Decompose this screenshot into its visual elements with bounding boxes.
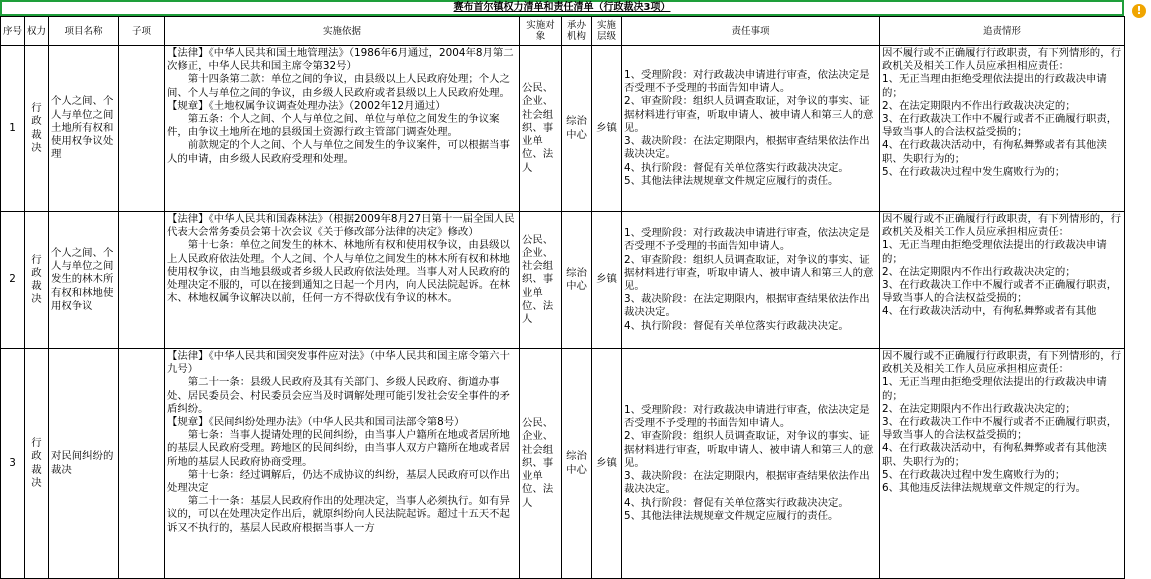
duty-item: 3、裁决阶段：在法定期限内，根据审查结果依法作出裁决决定。: [624, 293, 870, 319]
blame-item: 5、在行政裁决过程中发生腐败行为的；: [882, 468, 1066, 481]
duty-item: 5、其他法律法规规章文件规定应履行的责任。: [624, 509, 839, 522]
duty-item: 4、执行阶段：督促有关单位落实行政裁决决定。: [624, 496, 849, 509]
basis-paragraph: 第七条：当事人提请处理的民间纠纷，由当事人户籍所在地或者居所地的基层人民政府受理。跨地区的民间纠纷，由当事人双方户籍所在地或者居所地的基层人民政府协商受理。: [167, 429, 510, 468]
basis-paragraph: 第十四条第二款：单位之间的争议，由县级以上人民政府处理；个人之间、个人与单位之间的争议，由乡级人民政府或者县级以上人民政府处理。: [167, 73, 510, 99]
table-row: [1, 349, 1125, 579]
header-blame[interactable]: 追责情形: [880, 17, 1125, 46]
responsibility-table: [0, 16, 1125, 579]
cell-sub[interactable]: [119, 212, 165, 349]
cell-object[interactable]: 公民、企业、社会组织、事业单位、法人: [520, 349, 562, 579]
basis-paragraph: 【法律】《中华人民共和国森林法》（根据2009年8月27日第十一届全国人民代表大会常务委员会第十次会议《关于修改部分法律的决定》修改）: [167, 213, 515, 239]
blame-item: 5、在行政裁决过程中发生腐败行为的；: [882, 165, 1066, 178]
cell-power[interactable]: 行政裁决: [25, 212, 49, 349]
cell-power[interactable]: 行政裁决: [25, 46, 49, 212]
basis-paragraph: 第五条：个人之间、个人与单位之间、单位与单位之间发生的争议案件，由争议土地所在地的县级国土资源行政主管部门调查处理。: [167, 113, 500, 139]
header-seq[interactable]: 序号: [1, 17, 25, 46]
cell-blame[interactable]: [880, 46, 1125, 212]
basis-paragraph: 【法律】《中华人民共和国突发事件应对法》（中华人民共和国主席令第六十九号）: [167, 350, 510, 376]
header-org[interactable]: 承办机构: [562, 17, 592, 46]
duty-item: 1、受理阶段：对行政裁决申请进行审查，依法决定是否受理不予受理的书面告知申请人。: [624, 227, 870, 253]
cell-blame[interactable]: [880, 349, 1125, 579]
blame-item: 4、在行政裁决活动中，有徇私舞弊或者有其他渎职、失职行为的；: [882, 139, 1107, 165]
sheet-title: 赛布首尔镇权力清单和责任清单（行政裁决3项）: [0, 0, 1124, 16]
blame-item: 3、在行政裁决工作中不履行或者不正确履行职责，导致当事人的合法权益受损的；: [882, 416, 1118, 442]
header-level[interactable]: 实施层级: [592, 17, 622, 46]
blame-item: 2、在法定期限内不作出行政裁决决定的；: [882, 99, 1076, 112]
blame-item: 因不履行或不正确履行行政职责，有下列情形的，行政机关及相关工作人员应承担相应责任：: [882, 350, 1121, 376]
cell-level[interactable]: 乡镇: [592, 349, 622, 579]
cell-org[interactable]: 综治中心: [562, 46, 592, 212]
cell-seq[interactable]: 1: [1, 46, 25, 212]
duty-item: 4、执行阶段：督促有关单位落实行政裁决决定。: [624, 161, 849, 174]
cell-power[interactable]: 行政裁决: [25, 349, 49, 579]
basis-paragraph: 【规章】《民间纠纷处理办法》（中华人民共和国司法部令第8号）: [167, 416, 465, 429]
duty-item: 2、审查阶段：组织人员调查取证，对争议的事实、证据材料进行审查，听取申请人、被申请人和第三人的意见。: [624, 430, 874, 469]
cell-org[interactable]: 综治中心: [562, 212, 592, 349]
blame-item: 3、在行政裁决工作中不履行或者不正确履行职责，导致当事人的合法权益受损的；: [882, 113, 1118, 139]
blame-item: 2、在法定期限内不作出行政裁决决定的；: [882, 265, 1076, 278]
table-row: [1, 46, 1125, 212]
header-name[interactable]: 项目名称: [49, 17, 119, 46]
duty-item: 4、执行阶段：督促有关单位落实行政裁决决定。: [624, 319, 849, 332]
header-object[interactable]: 实施对象: [520, 17, 562, 46]
basis-paragraph: 第十七条：经过调解后，仍达不成协议的纠纷，基层人民政府可以作出处理决定: [167, 468, 510, 495]
duty-item: 5、其他法律法规规章文件规定应履行的责任。: [624, 174, 839, 187]
blame-item: 2、在法定期限内不作出行政裁决决定的；: [882, 402, 1076, 415]
cell-duty[interactable]: [622, 212, 880, 349]
cell-basis[interactable]: [165, 46, 520, 212]
header-power[interactable]: 权力: [25, 17, 49, 46]
cell-object[interactable]: 公民、企业、社会组织、事业单位、法人: [520, 212, 562, 349]
cell-org[interactable]: 综治中心: [562, 349, 592, 579]
cell-seq[interactable]: 3: [1, 349, 25, 579]
cell-sub[interactable]: [119, 349, 165, 579]
basis-paragraph: 【法律】《中华人民共和国土地管理法》（1986年6月通过，2004年8月第二次修正，中华人民共和国主席令第32号）: [167, 47, 514, 73]
blame-item: 1、无正当理由拒绝受理依法提出的行政裁决申请的；: [882, 73, 1107, 99]
warning-icon[interactable]: !: [1132, 4, 1146, 18]
basis-paragraph: 前款规定的个人之间、个人与单位之间发生的争议案件，可以根据当事人的申请，由乡级人民政府受理和处理。: [167, 139, 510, 165]
cell-basis[interactable]: [165, 349, 520, 579]
cell-sub[interactable]: [119, 46, 165, 212]
cell-duty[interactable]: [622, 46, 880, 212]
duty-item: 3、裁决阶段：在法定期限内，根据审查结果依法作出裁决决定。: [624, 135, 870, 161]
blame-item: 6、其他违反法律法规规章文件规定的行为。: [882, 482, 1087, 495]
blame-item: 3、在行政裁决工作中不履行或者不正确履行职责，导致当事人的合法权益受损的；: [882, 279, 1118, 305]
blame-item: 1、无正当理由拒绝受理依法提出的行政裁决申请的；: [882, 239, 1107, 265]
basis-paragraph: 第二十一条：县级人民政府及其有关部门、乡级人民政府、街道办事处、居民委员会、村民委员会应当及时调解处理可能引发社会安全事件的矛盾纠纷。: [167, 376, 510, 415]
blame-item: 4、在行政裁决活动中，有徇私舞弊或者有其他渎职、失职行为的；: [882, 442, 1107, 468]
cell-duty[interactable]: [622, 349, 880, 579]
cell-blame[interactable]: [880, 212, 1125, 349]
basis-paragraph: 第二十一条：基层人民政府作出的处理决定，当事人必须执行。如有异议的，可以在处理决定作出后，就原纠纷向人民法院起诉。超过十五天不起诉又不执行的，基层人民政府根据当事人一方: [167, 495, 510, 534]
cell-level[interactable]: 乡镇: [592, 212, 622, 349]
header-duty[interactable]: 责任事项: [622, 17, 880, 46]
basis-paragraph: 【规章】《土地权属争议调查处理办法》（2002年12月通过）: [167, 99, 446, 112]
cell-name[interactable]: 个人之间、个人与单位之间发生的林木所有权和林地使用权争议: [49, 212, 119, 349]
cell-level[interactable]: 乡镇: [592, 46, 622, 212]
table-row: [1, 212, 1125, 349]
header-sub[interactable]: 子项: [119, 17, 165, 46]
header-row: [1, 17, 1125, 46]
cell-name[interactable]: 对民间纠纷的裁决: [49, 349, 119, 579]
cell-seq[interactable]: 2: [1, 212, 25, 349]
duty-item: 1、受理阶段：对行政裁决申请进行审查，依法决定是否受理不予受理的书面告知申请人。: [624, 404, 870, 430]
blame-item: 1、无正当理由拒绝受理依法提出的行政裁决申请的；: [882, 376, 1107, 402]
duty-item: 2、审查阶段：组织人员调查取证，对争议的事实、证据材料进行审查，听取申请人、被申请人和第三人的意见。: [624, 253, 874, 292]
blame-item: 4、在行政裁决活动中，有徇私舞弊或者有其他: [882, 305, 1097, 318]
header-basis[interactable]: 实施依据: [165, 17, 520, 46]
blame-item: 因不履行或不正确履行行政职责，有下列情形的，行政机关及相关工作人员应承担相应责任：: [882, 213, 1121, 239]
duty-item: 3、裁决阶段：在法定期限内，根据审查结果依法作出裁决决定。: [624, 470, 870, 496]
duty-item: 2、审查阶段：组织人员调查取证，对争议的事实、证据材料进行审查，听取申请人、被申请人和第三人的意见。: [624, 95, 874, 134]
duty-item: 1、受理阶段：对行政裁决申请进行审查，依法决定是否受理不予受理的书面告知申请人。: [624, 69, 870, 95]
cell-name[interactable]: 个人之间、个人与单位之间土地所有权和使用权争议处理: [49, 46, 119, 212]
basis-paragraph: 第十七条：单位之间发生的林木、林地所有权和使用权争议，由县级以上人民政府依法处理。个人之间、个人与单位之间发生的林木所有权和林地使用权争议，由当地县级或者乡级人民政府依法处理。当事人对人民政府的处理决定不服的，可以在接到通知之日起一个月内，向人民法院起诉。在林木、林地权属争议解决以前，任何一方不得砍伐有争议的林木。: [167, 239, 510, 305]
cell-basis[interactable]: [165, 212, 520, 349]
blame-item: 因不履行或不正确履行行政职责，有下列情形的，行政机关及相关工作人员应承担相应责任：: [882, 47, 1121, 73]
cell-object[interactable]: 公民、企业、社会组织、事业单位、法人: [520, 46, 562, 212]
